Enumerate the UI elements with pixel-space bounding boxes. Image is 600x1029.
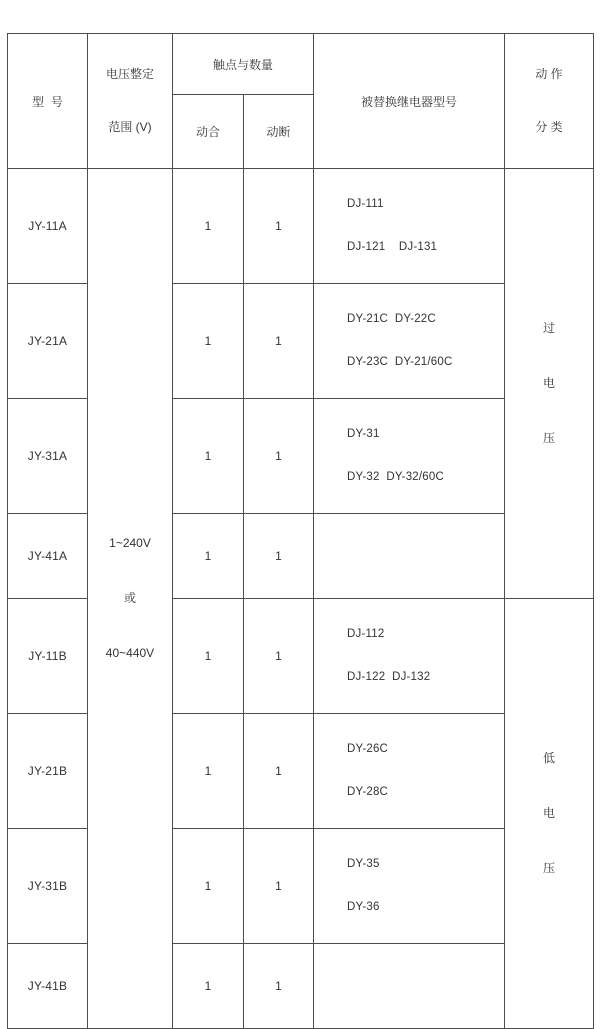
model-cell: JY-41A: [8, 514, 88, 599]
replaced-model-line: DJ-121 DJ-131: [347, 241, 438, 253]
action-category-char: 电: [543, 806, 556, 820]
nc-count-cell: 1: [244, 714, 314, 829]
voltage-range-line3: 40~440V: [105, 646, 155, 660]
nc-count-cell: 1: [244, 829, 314, 944]
replaced-model-line: DY-32 DY-32/60C: [347, 471, 444, 483]
nc-count-cell: 1: [244, 599, 314, 714]
replaced-model-line: DJ-112: [347, 628, 385, 640]
nc-count-cell: 1: [244, 944, 314, 1029]
header-contact-no: 动合: [173, 95, 244, 169]
model-cell: JY-11A: [8, 169, 88, 284]
replaced-models-cell: [314, 284, 505, 399]
action-category-char: 压: [543, 431, 556, 445]
no-count-cell: 1: [173, 944, 244, 1029]
replaced-models-cell: [314, 599, 505, 714]
relay-spec-table: [7, 33, 594, 1029]
model-cell: JY-41B: [8, 944, 88, 1029]
header-contacts-group: 触点与数量: [173, 34, 314, 95]
replaced-models-cell: [314, 514, 505, 599]
action-category-char: 过: [543, 321, 556, 335]
action-category-char: 电: [543, 376, 556, 390]
replaced-models-cell: [314, 714, 505, 829]
header-voltage-range: [88, 34, 173, 169]
header-action-line2: 分 类: [535, 120, 563, 134]
header-voltage-line1: 电压整定: [105, 67, 154, 81]
nc-count-cell: 1: [244, 169, 314, 284]
no-count-cell: 1: [173, 829, 244, 944]
header-contact-nc: 动断: [244, 95, 314, 169]
no-count-cell: 1: [173, 399, 244, 514]
voltage-range-line2: 或: [123, 591, 136, 605]
action-category-char: 低: [543, 751, 556, 765]
action-category-under-voltage-cell: [505, 599, 594, 1029]
replaced-model-line: DJ-122 DJ-132: [347, 671, 431, 683]
replaced-model-line: DY-23C DY-21/60C: [347, 356, 453, 368]
header-action-line1: 动 作: [535, 67, 563, 81]
replaced-model-line: DY-35: [347, 858, 380, 870]
model-cell: JY-31B: [8, 829, 88, 944]
replaced-model-line: DY-31: [347, 428, 380, 440]
header-replaced-model: 被替换继电器型号: [314, 34, 505, 169]
replaced-models-cell: [314, 169, 505, 284]
replaced-models-cell: [314, 829, 505, 944]
header-model: 型 号: [8, 34, 88, 169]
no-count-cell: 1: [173, 284, 244, 399]
header-voltage-line2: 范围 (V): [108, 120, 152, 134]
no-count-cell: 1: [173, 599, 244, 714]
replaced-model-line: DY-26C: [347, 743, 389, 755]
model-cell: JY-21B: [8, 714, 88, 829]
header-action-category: [505, 34, 594, 169]
no-count-cell: 1: [173, 714, 244, 829]
table-row: [8, 169, 594, 284]
action-category-char: 压: [543, 861, 556, 875]
no-count-cell: 1: [173, 169, 244, 284]
replaced-models-cell: [314, 944, 505, 1029]
nc-count-cell: 1: [244, 284, 314, 399]
replaced-model-line: DJ-111: [347, 198, 384, 210]
replaced-model-line: DY-36: [347, 901, 380, 913]
replaced-model-line: DY-21C DY-22C: [347, 313, 436, 325]
nc-count-cell: 1: [244, 399, 314, 514]
no-count-cell: 1: [173, 514, 244, 599]
voltage-range-line1: 1~240V: [109, 536, 151, 550]
nc-count-cell: 1: [244, 514, 314, 599]
model-cell: JY-21A: [8, 284, 88, 399]
replaced-models-cell: [314, 399, 505, 514]
replaced-model-line: DY-28C: [347, 786, 389, 798]
action-category-over-voltage-cell: [505, 169, 594, 599]
model-cell: JY-11B: [8, 599, 88, 714]
voltage-range-cell: [88, 169, 173, 1029]
model-cell: JY-31A: [8, 399, 88, 514]
